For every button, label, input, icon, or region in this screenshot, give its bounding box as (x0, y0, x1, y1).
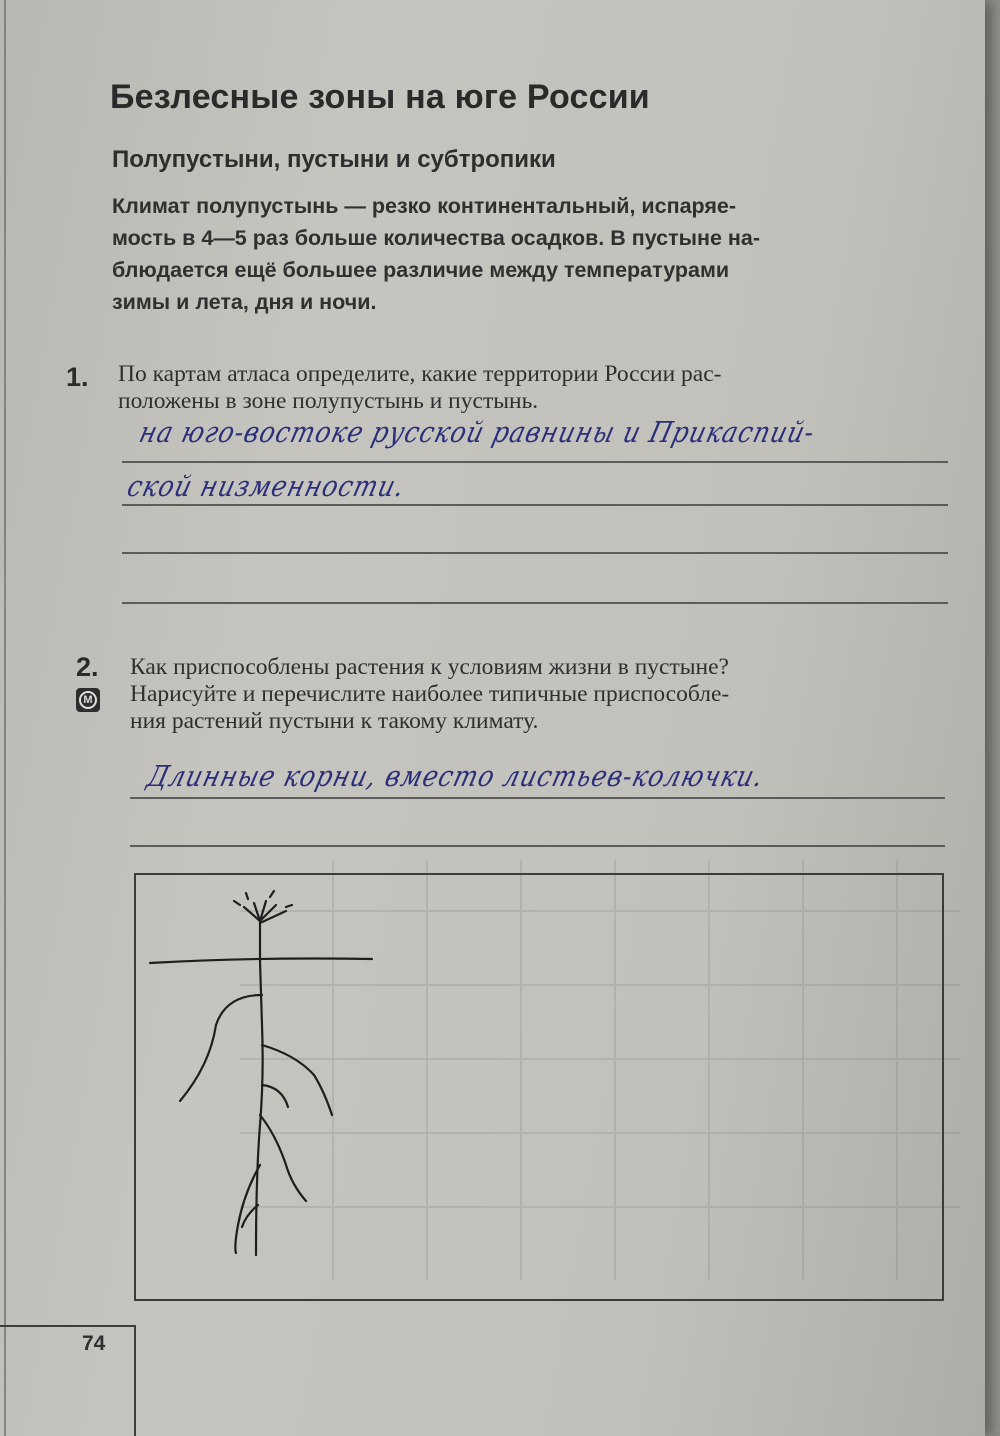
binding-edge (4, 0, 6, 1436)
intro-line: мость в 4—5 раз больше количества осадков. В пустыне на- (112, 226, 761, 250)
question-1-answer-line: ской низменности. (124, 469, 409, 503)
section-subtitle: Полупустыни, пустыни и субтропики (112, 146, 556, 173)
page-corner-rule (134, 1325, 136, 1436)
intro-line: Климат полупустынь — резко континентальный, испаряе- (112, 194, 737, 218)
m-badge-icon (76, 688, 100, 712)
question-2-text (130, 654, 950, 735)
desert-plant-drawing (136, 875, 942, 1299)
question-2-line: Как приспособлены растения к условиям жизни в пустыне? (130, 654, 729, 680)
answer-rule (122, 552, 948, 554)
question-1-line: По картам атласа определите, какие территории России рас- (118, 361, 722, 387)
question-2-line: Нарисуйте и перечислите наиболее типичные приспособле- (130, 681, 730, 707)
answer-rule (130, 797, 945, 799)
question-2-number: 2. (76, 652, 99, 682)
page-number: 74 (82, 1332, 106, 1355)
question-2-answer-line: Длинные корни, вместо листьев-колючки. (144, 759, 768, 793)
drawing-box (134, 873, 944, 1301)
question-1-answer-line: на юго-востоке русской равнины и Прикаспий- (136, 415, 819, 449)
question-1-line: положены в зоне полупустынь и пустынь. (118, 388, 539, 414)
intro-line: блюдается ещё большее различие между температурами (112, 258, 730, 282)
page-corner-rule (0, 1325, 136, 1327)
m-badge-letter: М (79, 691, 97, 709)
question-1-text (118, 361, 952, 415)
intro-paragraph (112, 190, 957, 318)
answer-rule (122, 504, 948, 506)
page-title: Безлесные зоны на юге России (110, 78, 650, 116)
answer-rule (130, 845, 945, 847)
question-1-number: 1. (66, 362, 89, 392)
question-2-line: ния растений пустыни к такому климату. (130, 708, 539, 734)
answer-rule (122, 602, 948, 604)
intro-line: зимы и лета, дня и ночи. (112, 290, 377, 314)
answer-rule (122, 461, 948, 463)
